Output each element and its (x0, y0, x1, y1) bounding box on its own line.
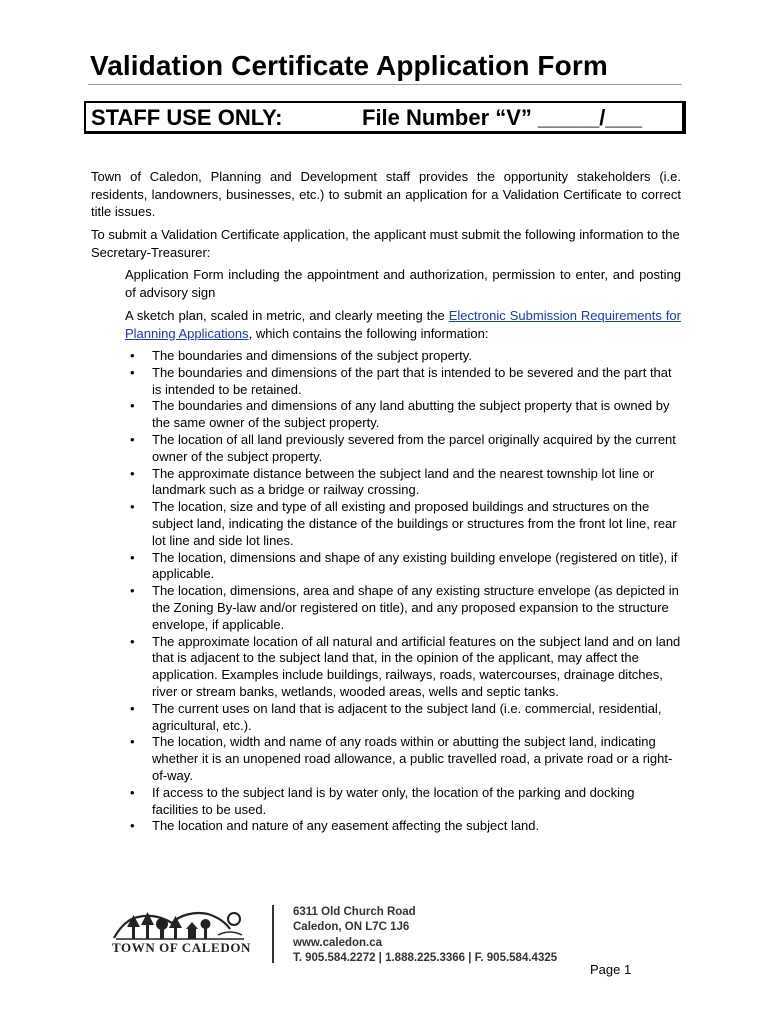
footer-divider (272, 905, 274, 963)
logo-text: TOWN OF CALEDON (112, 940, 252, 955)
list-item: • The location, dimensions, area and shape of any existing structure envelope (as depicted in the Zoning By-law and/or registered on title), and any proposed expansion to the structure envelope, if applicable. (125, 583, 681, 633)
footer-contact-block (293, 905, 557, 966)
electronic-submission-link[interactable]: Electronic Submission Requirements for Planning Applications (125, 308, 681, 341)
phone-numbers: T. 905.584.2272 | 1.888.225.3366 | F. 905.584.4325 (293, 951, 558, 964)
file-number-field: File Number “V” _____/___ (362, 105, 643, 130)
sketch-plan-prefix: A sketch plan, scaled in metric, and clearly meeting the (125, 308, 449, 323)
website-link[interactable]: www.caledon.ca (293, 936, 383, 949)
intro-paragraph-1: Town of Caledon, Planning and Development staff provides the opportunity stakeholders (i.e. residents, landowners, businesses, etc.) to submit an application for a Validation Certificate to correct title issues. (91, 169, 681, 219)
list-item: • The location, size and type of all existing and proposed buildings and structures on the subject land, indicating the distance of the buildings or structures from the front lot line, rear lot line and side lot lines. (125, 499, 681, 549)
list-item: • The location and nature of any easement affecting the subject land. (125, 818, 681, 835)
intro-paragraph-2: To submit a Validation Certificate application, the applicant must submit the following information to the Secretary-Treasurer: (91, 227, 680, 260)
staff-use-label: STAFF USE ONLY: (91, 105, 283, 130)
requirement-sketch-plan (125, 307, 681, 342)
title-divider (88, 84, 682, 85)
list-item: • The boundaries and dimensions of the subject property. (125, 348, 681, 365)
form-title: Validation Certificate Application Form (90, 50, 608, 81)
list-item: • The approximate location of all natural and artificial features on the subject land and on land that is adjacent to the subject land that, in the opinion of the applicant, may affect the application. Examples include buildings, railways, roads, watercourses, drainage ditches, river or stream banks, wetlands, wooded areas, wells and septic tanks. (125, 634, 681, 701)
requirement-application-form: Application Form including the appointment and authorization, permission to enter, and posting of advisory sign (125, 267, 681, 300)
list-item: • The location, dimensions and shape of any existing building envelope (registered on title), if applicable. (125, 550, 681, 584)
list-item: • The approximate distance between the subject land and the nearest township lot line or landmark such as a bridge or railway crossing. (125, 466, 681, 500)
list-item: • The current uses on land that is adjacent to the subject land (i.e. commercial, residential, agricultural, etc.). (125, 701, 681, 735)
staff-use-box (84, 101, 686, 134)
page-number: Page 1 (590, 962, 632, 977)
sketch-plan-requirements-list (125, 348, 681, 835)
town-of-caledon-logo-icon (110, 905, 250, 965)
list-item: • The location, width and name of any roads within or abutting the subject land, indicating whether it is an unopened road allowance, a public travelled road, a private road or a right-of-way. (125, 734, 681, 784)
list-item: • If access to the subject land is by water only, the location of the parking and docking facilities to be used. (125, 785, 681, 819)
address-line-1: 6311 Old Church Road (293, 906, 416, 918)
address-line-2: Caledon, ON L7C 1J6 (293, 921, 410, 934)
list-item: • The boundaries and dimensions of any land abutting the subject property that is owned by the same owner of the subject property. (125, 398, 681, 432)
sketch-plan-suffix: , which contains the following information: (248, 325, 489, 341)
list-item: • The boundaries and dimensions of the part that is intended to be severed and the part that is intended to be retained. (125, 365, 681, 399)
list-item: • The location of all land previously severed from the parcel originally acquired by the current owner of the subject property. (125, 432, 681, 466)
